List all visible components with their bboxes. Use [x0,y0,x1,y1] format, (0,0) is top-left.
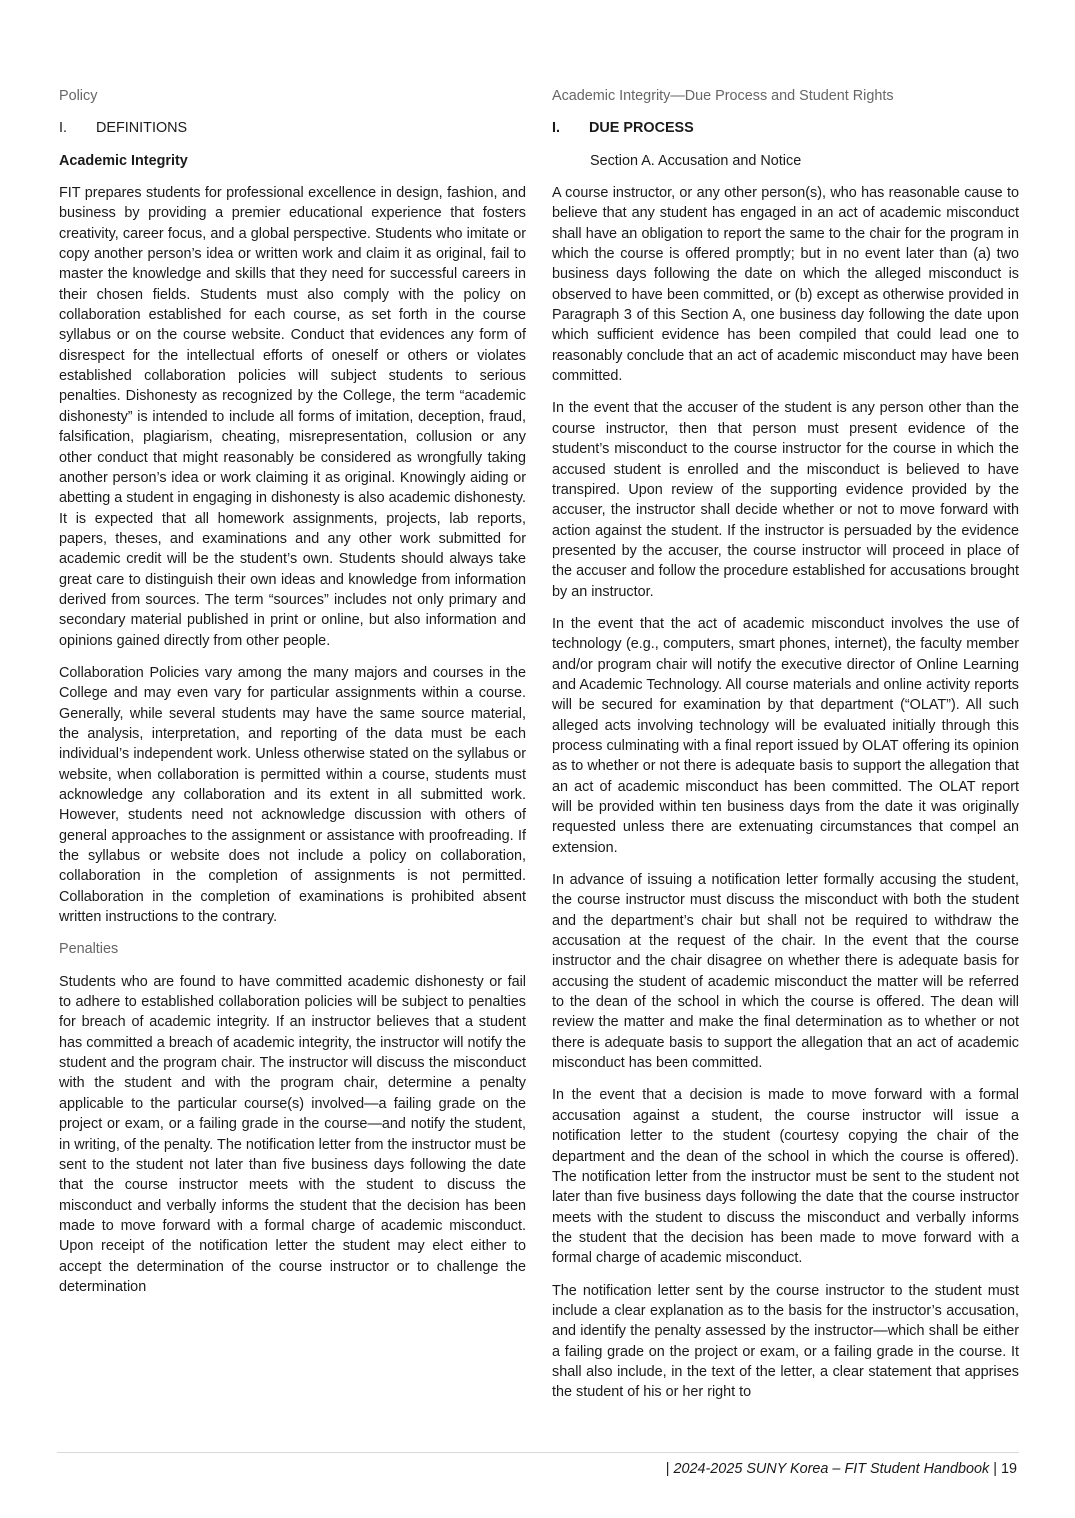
paragraph-technology-misconduct: In the event that the act of academic misconduct involves the use of technology (e.g., computers, smart phones, internet), the faculty member and/or program chair will notify the executive director of Online Learning and Academic Technology. All course materials and online activity reports will be secured for examination by that department (“OLAT”). All such alleged acts involving technology will be evaluated initially through this process culminating with a final report issued by OLAT offering its opinion as to whether or not there is adequate basis to support the allegation that an act of academic misconduct has been committed. The OLAT report will be provided within ten business days from the date it was originally requested unless there are extenuating circumstances that compel an extension. [552,615,1019,856]
paragraph-penalties: Students who are found to have committed academic dishonesty or fail to adhere to established collaboration policies will be subject to penalties for breach of academic integrity. If an instructor believes that a student has committed a breach of academic integrity, the instructor will notify the student and the program chair. The instructor will discuss the misconduct with the student and with the program chair, determine a penalty applicable to the particular course(s) involved—a failing grade on the project or exam, or a failing grade in the course—and notify the student, in writing, of the penalty. The notification letter from the instructor must be sent to the student not later than five business days following the date that the course instructor meets with the student to discuss the misconduct and verbally informs the student that the decision has been made to move forward with a formal charge of academic misconduct. Upon receipt of the notification letter the student may elect either to accept the determination of the course instructor or to challenge the determination [59,973,526,1295]
paragraph-notification-letter: The notification letter sent by the course instructor to the student must include a clear explanation as to the basis for the instructor’s accusation, and identify the penalty assessed by the instructor—which shall be either a failing grade on the project or exam, or a failing grade in the course. It shall also include, in the text of the letter, a clear statement that apprises the student of his or her right to [552,1282,1019,1401]
page-footer [666,1458,1017,1480]
paragraph-academic-integrity: FIT prepares students for professional excellence in design, fashion, and business by providing a premier educational experience that fosters creativity, career focus, and a global perspective. Students who imitate or copy another person’s idea or written work and claim it as original, fail to master the knowledge and skills that they need for successful careers in their chosen fields. Students must also comply with the policy on collaboration established for each course, as set forth in the course syllabus or on the course website. Conduct that evidences any form of disrespect for the intellectual efforts of oneself or others or violates established collaboration policies will subject students to serious penalties. Dishonesty as recognized by the College, the term “academic dishonesty” is intended to include all forms of imitation, deception, fraud, falsification, plagiarism, cheating, misrepresentation, collusion or any other conduct that might reasonably be considered as wrongfully taking another person’s idea or work claiming it as original. Knowingly aiding or abetting a student in engaging in dishonesty is also academic dishonesty. It is expected that all homework assignments, projects, lab reports, papers, theses, and examinations and any other work submitted for academic credit will be the student’s own. Students should always take great care to distinguish their own ideas and knowledge from information derived from sources. The term “sources” includes not only primary and secondary material published in print or online, but also information and opinions gained directly from other people. [59,185,526,649]
section-label-penalties: Penalties [59,941,119,958]
heading-number: I. [59,120,67,137]
heading-due-process [552,118,1019,138]
paragraph-advance-discussion: In advance of issuing a notification letter formally accusing the student, the course instructor must discuss the misconduct with both the student and the department’s chair but shall not be required to withdraw the accusation at the request of the chair. In the event that the course instructor and the chair disagree on whether there is adequate basis for accusing the student of academic misconduct the matter will be referred to the dean of the school in which the course is offered. The dean will review the matter and make the final determination as to whether or not there is adequate basis to support the allegation that an act of academic misconduct has been committed. [552,872,1019,1072]
footer-divider [57,1452,1019,1453]
heading-number: I. [552,120,560,137]
page-number: 19 [1000,1461,1017,1477]
paragraph-collaboration-policies: Collaboration Policies vary among the many majors and courses in the College and may even vary for particular assignments within a course. Generally, while several students may have the same source material, the analysis, interpretation, and reporting of the data must be each individual’s independent work. Unless otherwise stated on the syllabus or website, when collaboration is permitted within a course, students must acknowledge any collaboration and its extent in all submitted work. However, students need not acknowledge discussion with others of general approaches to the assignment or assistance with proofreading. If the syllabus or website does not include a policy on collaboration, collaboration in the completion of assignments is not permitted. Collaboration in the completion of examinations is prohibited absent written instructions to the contrary. [59,664,526,926]
section-label-policy: Policy [59,88,98,104]
footer-separator: | [989,1461,1001,1477]
section-label-due-process: Academic Integrity—Due Process and Student Rights [552,88,894,104]
paragraph-reporting-obligation: A course instructor, or any other person(s), who has reasonable cause to believe that any student has engaged in an act of academic misconduct shall have an obligation to report the same to the chair for the program in which the course is offered promptly; but in no event later than (a) two business days following the date on which the alleged misconduct is observed to have been committed, or (b) except as otherwise provided in Paragraph 3 of this Section A, one business day following the date upon which sufficient evidence has been compiled that could lead one to reasonably conclude that an act of academic misconduct may have been committed. [552,185,1019,385]
heading-text: DUE PROCESS [589,120,694,137]
paragraph-other-accuser: In the event that the accuser of the student is any person other than the course instructor, then that person must present evidence of the student’s misconduct to the course instructor for the course in which the accused student is enrolled and the misconduct is believed to have transpired. Upon review of the supporting evidence provided by the accuser, the instructor shall decide whether or not to move forward with action against the student. If the instructor is persuaded by the evidence presented by the accuser, the course instructor will proceed in place of the accuser and follow the procedure established for accusations brought by an instructor. [552,400,1019,600]
heading-text: DEFINITIONS [96,120,188,137]
heading-definitions [59,118,526,138]
subheading-academic-integrity: Academic Integrity [59,152,188,169]
footer-prefix: | [665,1461,674,1477]
footer-title: 2024-2025 SUNY Korea – FIT Student Handbook [673,1461,990,1477]
paragraph-formal-accusation: In the event that a decision is made to move forward with a formal accusation against a student, the course instructor will issue a notification letter to the student (courtesy copying the chair of the department and the dean of the school in which the course is offered). The notification letter from the instructor must be sent to the student not later than five business days following the date that the course instructor meets with the student to discuss the misconduct and verbally informs the student that the decision has been made to move forward with a formal charge of academic misconduct. [552,1087,1019,1267]
right-column [552,86,1019,1415]
subsection-accusation-notice: Section A. Accusation and Notice [590,152,802,169]
left-column [59,86,526,1309]
